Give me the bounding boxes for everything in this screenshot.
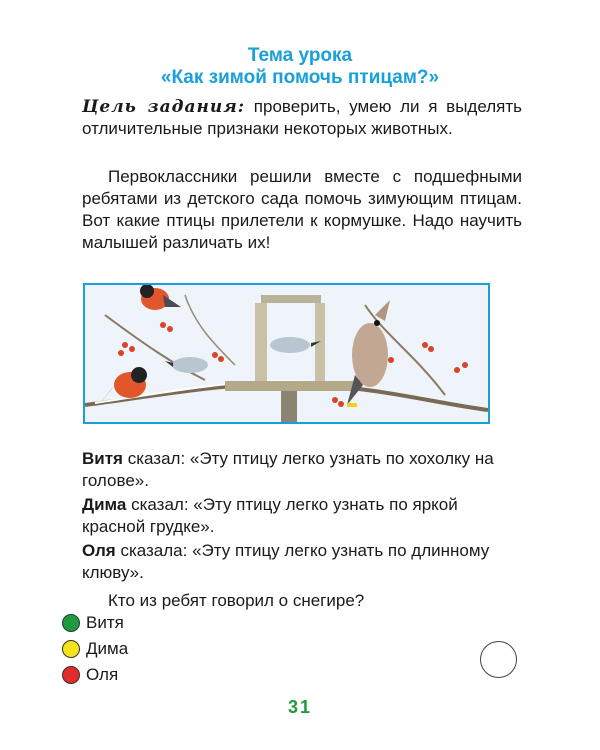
option-label: Витя [86,613,124,632]
speaker-name: Витя [82,449,123,468]
statement-olya [82,540,522,584]
goal-label: Цель задания: [82,97,246,117]
speaker-name: Оля [82,541,116,560]
speaker-name: Дима [82,495,127,514]
option-label: Оля [86,665,119,684]
speaker-text: сказал: «Эту птицу легко узнать по яркой красной грудке». [82,495,458,536]
speaker-text: сказал: «Эту птицу легко узнать по хохолку на голове». [82,449,494,490]
task-goal [82,96,522,140]
lesson-topic-label: Тема урока [247,45,353,66]
answer-option-dima[interactable] [62,638,128,660]
page-number: 31 [287,697,313,717]
goal-text: проверить, умею ли я выделять отличительные признаки некоторых животных. [82,97,523,138]
bird-feeder-illustration [83,283,490,424]
option-label: Дима [86,639,129,658]
intro-paragraph: Первоклассники решили вместе с подшефными ребятами из детского сада помочь зимующим птицам. Вот какие птицы прилетели к кормушке. Надо научить малышей различать их! [82,167,522,252]
answer-option-vitya[interactable] [62,612,124,634]
red-circle-icon[interactable] [62,666,80,684]
answer-circle[interactable] [480,641,517,678]
green-circle-icon[interactable] [62,614,80,632]
speaker-text: сказала: «Эту птицу легко узнать по длинному клюву». [82,541,490,582]
question-text: Кто из ребят говорил о снегире? [108,591,365,610]
yellow-circle-icon[interactable] [62,640,80,658]
statement-vitya [82,448,522,492]
lesson-title: «Как зимой помочь птицам?» [160,67,440,88]
birds-at-feeder-picture [85,285,488,422]
answer-option-olya[interactable] [62,664,118,686]
statement-dima [82,494,522,538]
